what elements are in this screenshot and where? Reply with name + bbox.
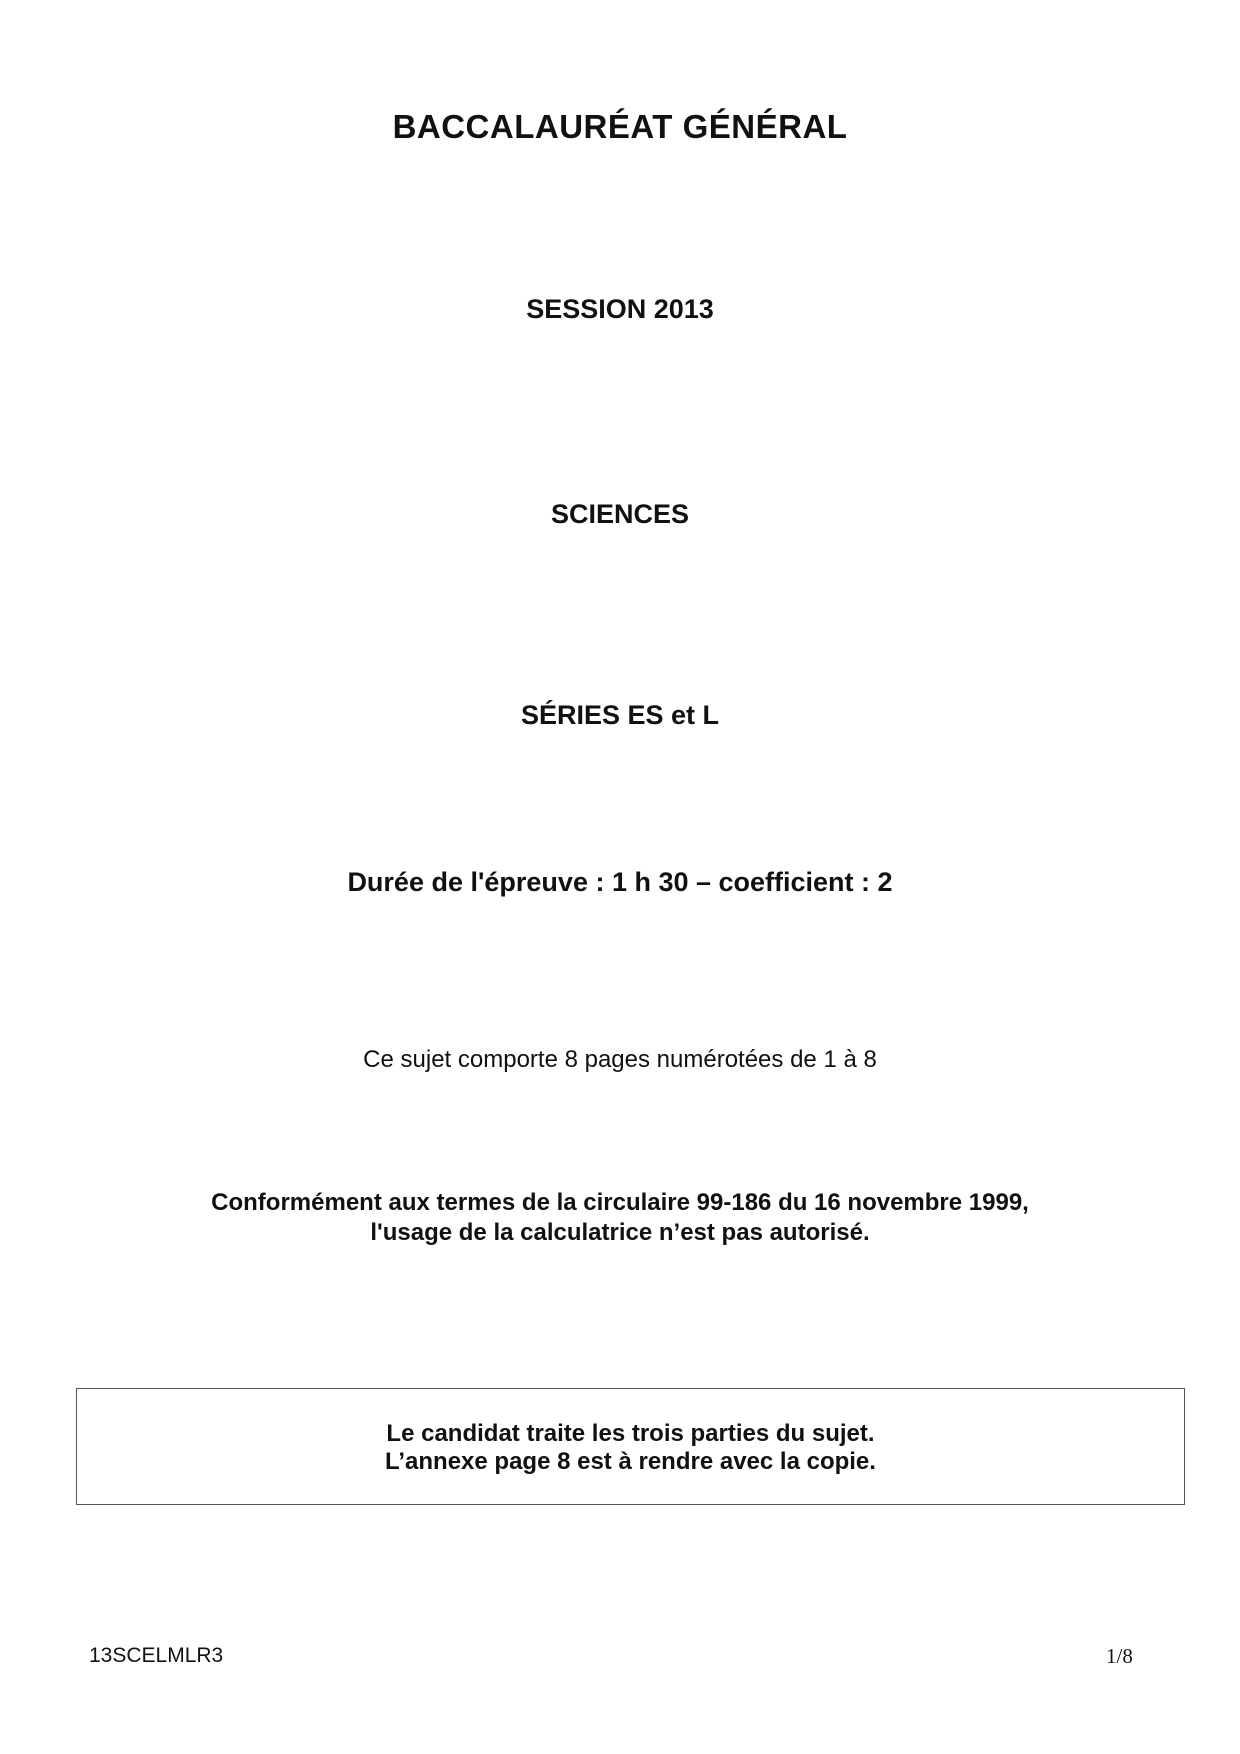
series-label: SÉRIES ES et L <box>520 700 720 730</box>
calculator-notice-line-1: Conformément aux termes de la circulaire 99-186 du 16 novembre 1999, <box>211 1189 1029 1216</box>
subject-label: SCIENCES <box>550 499 690 529</box>
document-title: BACCALAURÉAT GÉNÉRAL <box>392 108 848 145</box>
footer-page-number: 1/8 <box>1106 1644 1133 1668</box>
duration-label: Durée de l'épreuve : 1 h 30 – coefficient : 2 <box>347 867 893 897</box>
calculator-notice-line-2: l'usage de la calculatrice n’est pas autorisé. <box>370 1219 870 1246</box>
instructions-line-2: L’annexe page 8 est à rendre avec la copie. <box>385 1448 876 1475</box>
pages-note: Ce sujet comporte 8 pages numérotées de 1 à 8 <box>363 1046 877 1073</box>
instructions-box <box>76 1388 1185 1505</box>
session-label: SESSION 2013 <box>526 294 714 324</box>
instructions-line-1: Le candidat traite les trois parties du sujet. <box>386 1420 875 1447</box>
footer-exam-code: 13SCELMLR3 <box>89 1644 224 1667</box>
